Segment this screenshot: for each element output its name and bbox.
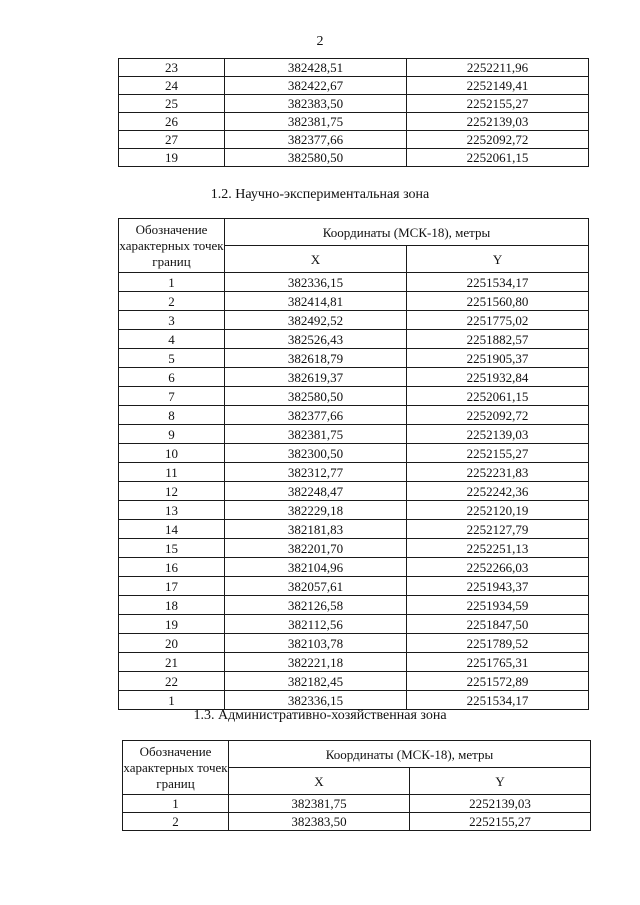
point-number-cell: 15: [119, 539, 225, 558]
x-column-header: X: [229, 768, 410, 795]
table-row: [119, 387, 589, 406]
table-row: [119, 672, 589, 691]
x-coordinate-cell: 382336,15: [225, 691, 407, 710]
point-number-cell: 23: [119, 59, 225, 77]
y-coordinate-cell: 2252139,03: [407, 113, 589, 131]
table-row: [119, 615, 589, 634]
y-coordinate-cell: 2251560,80: [407, 292, 589, 311]
point-number-cell: 2: [119, 292, 225, 311]
point-number-cell: 5: [119, 349, 225, 368]
x-coordinate-cell: 382248,47: [225, 482, 407, 501]
point-number-cell: 17: [119, 577, 225, 596]
point-number-cell: 7: [119, 387, 225, 406]
section-title-administrative-zone: 1.3. Административно-хозяйственная зона: [193, 708, 447, 723]
y-coordinate-cell: 2252120,19: [407, 501, 589, 520]
table-row: [119, 444, 589, 463]
y-coordinate-cell: 2251789,52: [407, 634, 589, 653]
x-coordinate-cell: 382057,61: [225, 577, 407, 596]
table-row: [119, 501, 589, 520]
point-number-cell: 19: [119, 149, 225, 167]
x-coordinate-cell: 382381,75: [225, 113, 407, 131]
x-coordinate-cell: 382221,18: [225, 653, 407, 672]
point-number-cell: 10: [119, 444, 225, 463]
x-column-header: X: [225, 246, 407, 273]
y-coordinate-cell: 2251847,50: [407, 615, 589, 634]
table-row: [119, 653, 589, 672]
table-row: [119, 425, 589, 444]
x-coordinate-cell: 382182,45: [225, 672, 407, 691]
y-coordinate-cell: 2252155,27: [407, 95, 589, 113]
table-row: [119, 368, 589, 387]
x-coordinate-cell: 382103,78: [225, 634, 407, 653]
y-coordinate-cell: 2251534,17: [407, 273, 589, 292]
y-coordinate-cell: 2252155,27: [407, 444, 589, 463]
table-body: [119, 59, 589, 167]
y-coordinate-cell: 2251932,84: [407, 368, 589, 387]
x-coordinate-cell: 382383,50: [225, 95, 407, 113]
x-coordinate-cell: 382300,50: [225, 444, 407, 463]
point-number-cell: 3: [119, 311, 225, 330]
x-coordinate-cell: 382580,50: [225, 387, 407, 406]
point-column-header: Обозначение характерных точек границ: [119, 219, 225, 273]
point-number-cell: 1: [119, 691, 225, 710]
point-number-cell: 8: [119, 406, 225, 425]
x-coordinate-cell: 382618,79: [225, 349, 407, 368]
point-number-cell: 20: [119, 634, 225, 653]
table-row: [119, 59, 589, 77]
point-number-cell: 14: [119, 520, 225, 539]
x-coordinate-cell: 382126,58: [225, 596, 407, 615]
table-row: [119, 520, 589, 539]
x-coordinate-cell: 382492,52: [225, 311, 407, 330]
y-coordinate-cell: 2252139,03: [407, 425, 589, 444]
x-coordinate-cell: 382414,81: [225, 292, 407, 311]
table-row: [119, 539, 589, 558]
page-number: 2: [316, 34, 324, 49]
y-coordinate-cell: 2252127,79: [407, 520, 589, 539]
y-coordinate-cell: 2252061,15: [407, 149, 589, 167]
y-coordinate-cell: 2252251,13: [407, 539, 589, 558]
y-coordinate-cell: 2252139,03: [410, 795, 591, 813]
x-coordinate-cell: 382381,75: [225, 425, 407, 444]
table-row: [119, 596, 589, 615]
table-row: [119, 311, 589, 330]
point-number-cell: 6: [119, 368, 225, 387]
point-number-cell: 4: [119, 330, 225, 349]
point-number-cell: 16: [119, 558, 225, 577]
table-row: [119, 77, 589, 95]
y-coordinate-cell: 2252242,36: [407, 482, 589, 501]
y-column-header: Y: [407, 246, 589, 273]
x-coordinate-cell: 382201,70: [225, 539, 407, 558]
coordinates-table-continued: [118, 58, 589, 167]
coordinates-column-header: Координаты (МСК-18), метры: [225, 219, 589, 246]
table-header-row: [123, 741, 591, 768]
y-coordinate-cell: 2252092,72: [407, 131, 589, 149]
point-number-cell: 1: [119, 273, 225, 292]
x-coordinate-cell: 382428,51: [225, 59, 407, 77]
x-coordinate-cell: 382181,83: [225, 520, 407, 539]
y-coordinate-cell: 2252149,41: [407, 77, 589, 95]
table-row: [119, 349, 589, 368]
x-coordinate-cell: 382381,75: [229, 795, 410, 813]
y-coordinate-cell: 2251775,02: [407, 311, 589, 330]
point-number-cell: 25: [119, 95, 225, 113]
x-coordinate-cell: 382526,43: [225, 330, 407, 349]
point-number-cell: 11: [119, 463, 225, 482]
y-coordinate-cell: 2251534,17: [407, 691, 589, 710]
table-row: [119, 634, 589, 653]
table-row: [119, 113, 589, 131]
table-row: [119, 577, 589, 596]
y-coordinate-cell: 2251905,37: [407, 349, 589, 368]
table-row: [119, 95, 589, 113]
x-coordinate-cell: 382422,67: [225, 77, 407, 95]
table-row: [119, 691, 589, 710]
y-coordinate-cell: 2252061,15: [407, 387, 589, 406]
x-coordinate-cell: 382377,66: [225, 406, 407, 425]
y-coordinate-cell: 2251572,89: [407, 672, 589, 691]
point-number-cell: 2: [123, 813, 229, 831]
point-number-cell: 12: [119, 482, 225, 501]
x-coordinate-cell: 382383,50: [229, 813, 410, 831]
y-coordinate-cell: 2252155,27: [410, 813, 591, 831]
x-coordinate-cell: 382112,56: [225, 615, 407, 634]
table-row: [119, 273, 589, 292]
coordinates-column-header: Координаты (МСК-18), метры: [229, 741, 591, 768]
table-header-row: [119, 219, 589, 246]
point-number-cell: 27: [119, 131, 225, 149]
y-coordinate-cell: 2252211,96: [407, 59, 589, 77]
point-number-cell: 22: [119, 672, 225, 691]
point-number-cell: 24: [119, 77, 225, 95]
x-coordinate-cell: 382104,96: [225, 558, 407, 577]
y-coordinate-cell: 2251765,31: [407, 653, 589, 672]
y-coordinate-cell: 2251882,57: [407, 330, 589, 349]
table-row: [123, 795, 591, 813]
table-body: [119, 273, 589, 710]
y-coordinate-cell: 2251943,37: [407, 577, 589, 596]
x-coordinate-cell: 382229,18: [225, 501, 407, 520]
x-coordinate-cell: 382619,37: [225, 368, 407, 387]
x-coordinate-cell: 382312,77: [225, 463, 407, 482]
point-number-cell: 19: [119, 615, 225, 634]
point-number-cell: 18: [119, 596, 225, 615]
y-coordinate-cell: 2251934,59: [407, 596, 589, 615]
y-column-header: Y: [410, 768, 591, 795]
point-number-cell: 26: [119, 113, 225, 131]
point-column-header: Обозначение характерных точек границ: [123, 741, 229, 795]
point-number-cell: 9: [119, 425, 225, 444]
coordinates-table-administrative-zone: [122, 740, 591, 831]
table-row: [119, 558, 589, 577]
table-row: [119, 149, 589, 167]
table-body: [123, 795, 591, 831]
table-row: [123, 813, 591, 831]
section-title-scientific-zone: 1.2. Научно-экспериментальная зона: [210, 187, 430, 202]
table-row: [119, 330, 589, 349]
y-coordinate-cell: 2252266,03: [407, 558, 589, 577]
x-coordinate-cell: 382336,15: [225, 273, 407, 292]
point-number-cell: 13: [119, 501, 225, 520]
table-row: [119, 463, 589, 482]
table-row: [119, 131, 589, 149]
x-coordinate-cell: 382377,66: [225, 131, 407, 149]
point-number-cell: 21: [119, 653, 225, 672]
y-coordinate-cell: 2252092,72: [407, 406, 589, 425]
point-number-cell: 1: [123, 795, 229, 813]
table-row: [119, 406, 589, 425]
table-row: [119, 292, 589, 311]
x-coordinate-cell: 382580,50: [225, 149, 407, 167]
coordinates-table-scientific-zone: [118, 218, 589, 710]
y-coordinate-cell: 2252231,83: [407, 463, 589, 482]
table-row: [119, 482, 589, 501]
